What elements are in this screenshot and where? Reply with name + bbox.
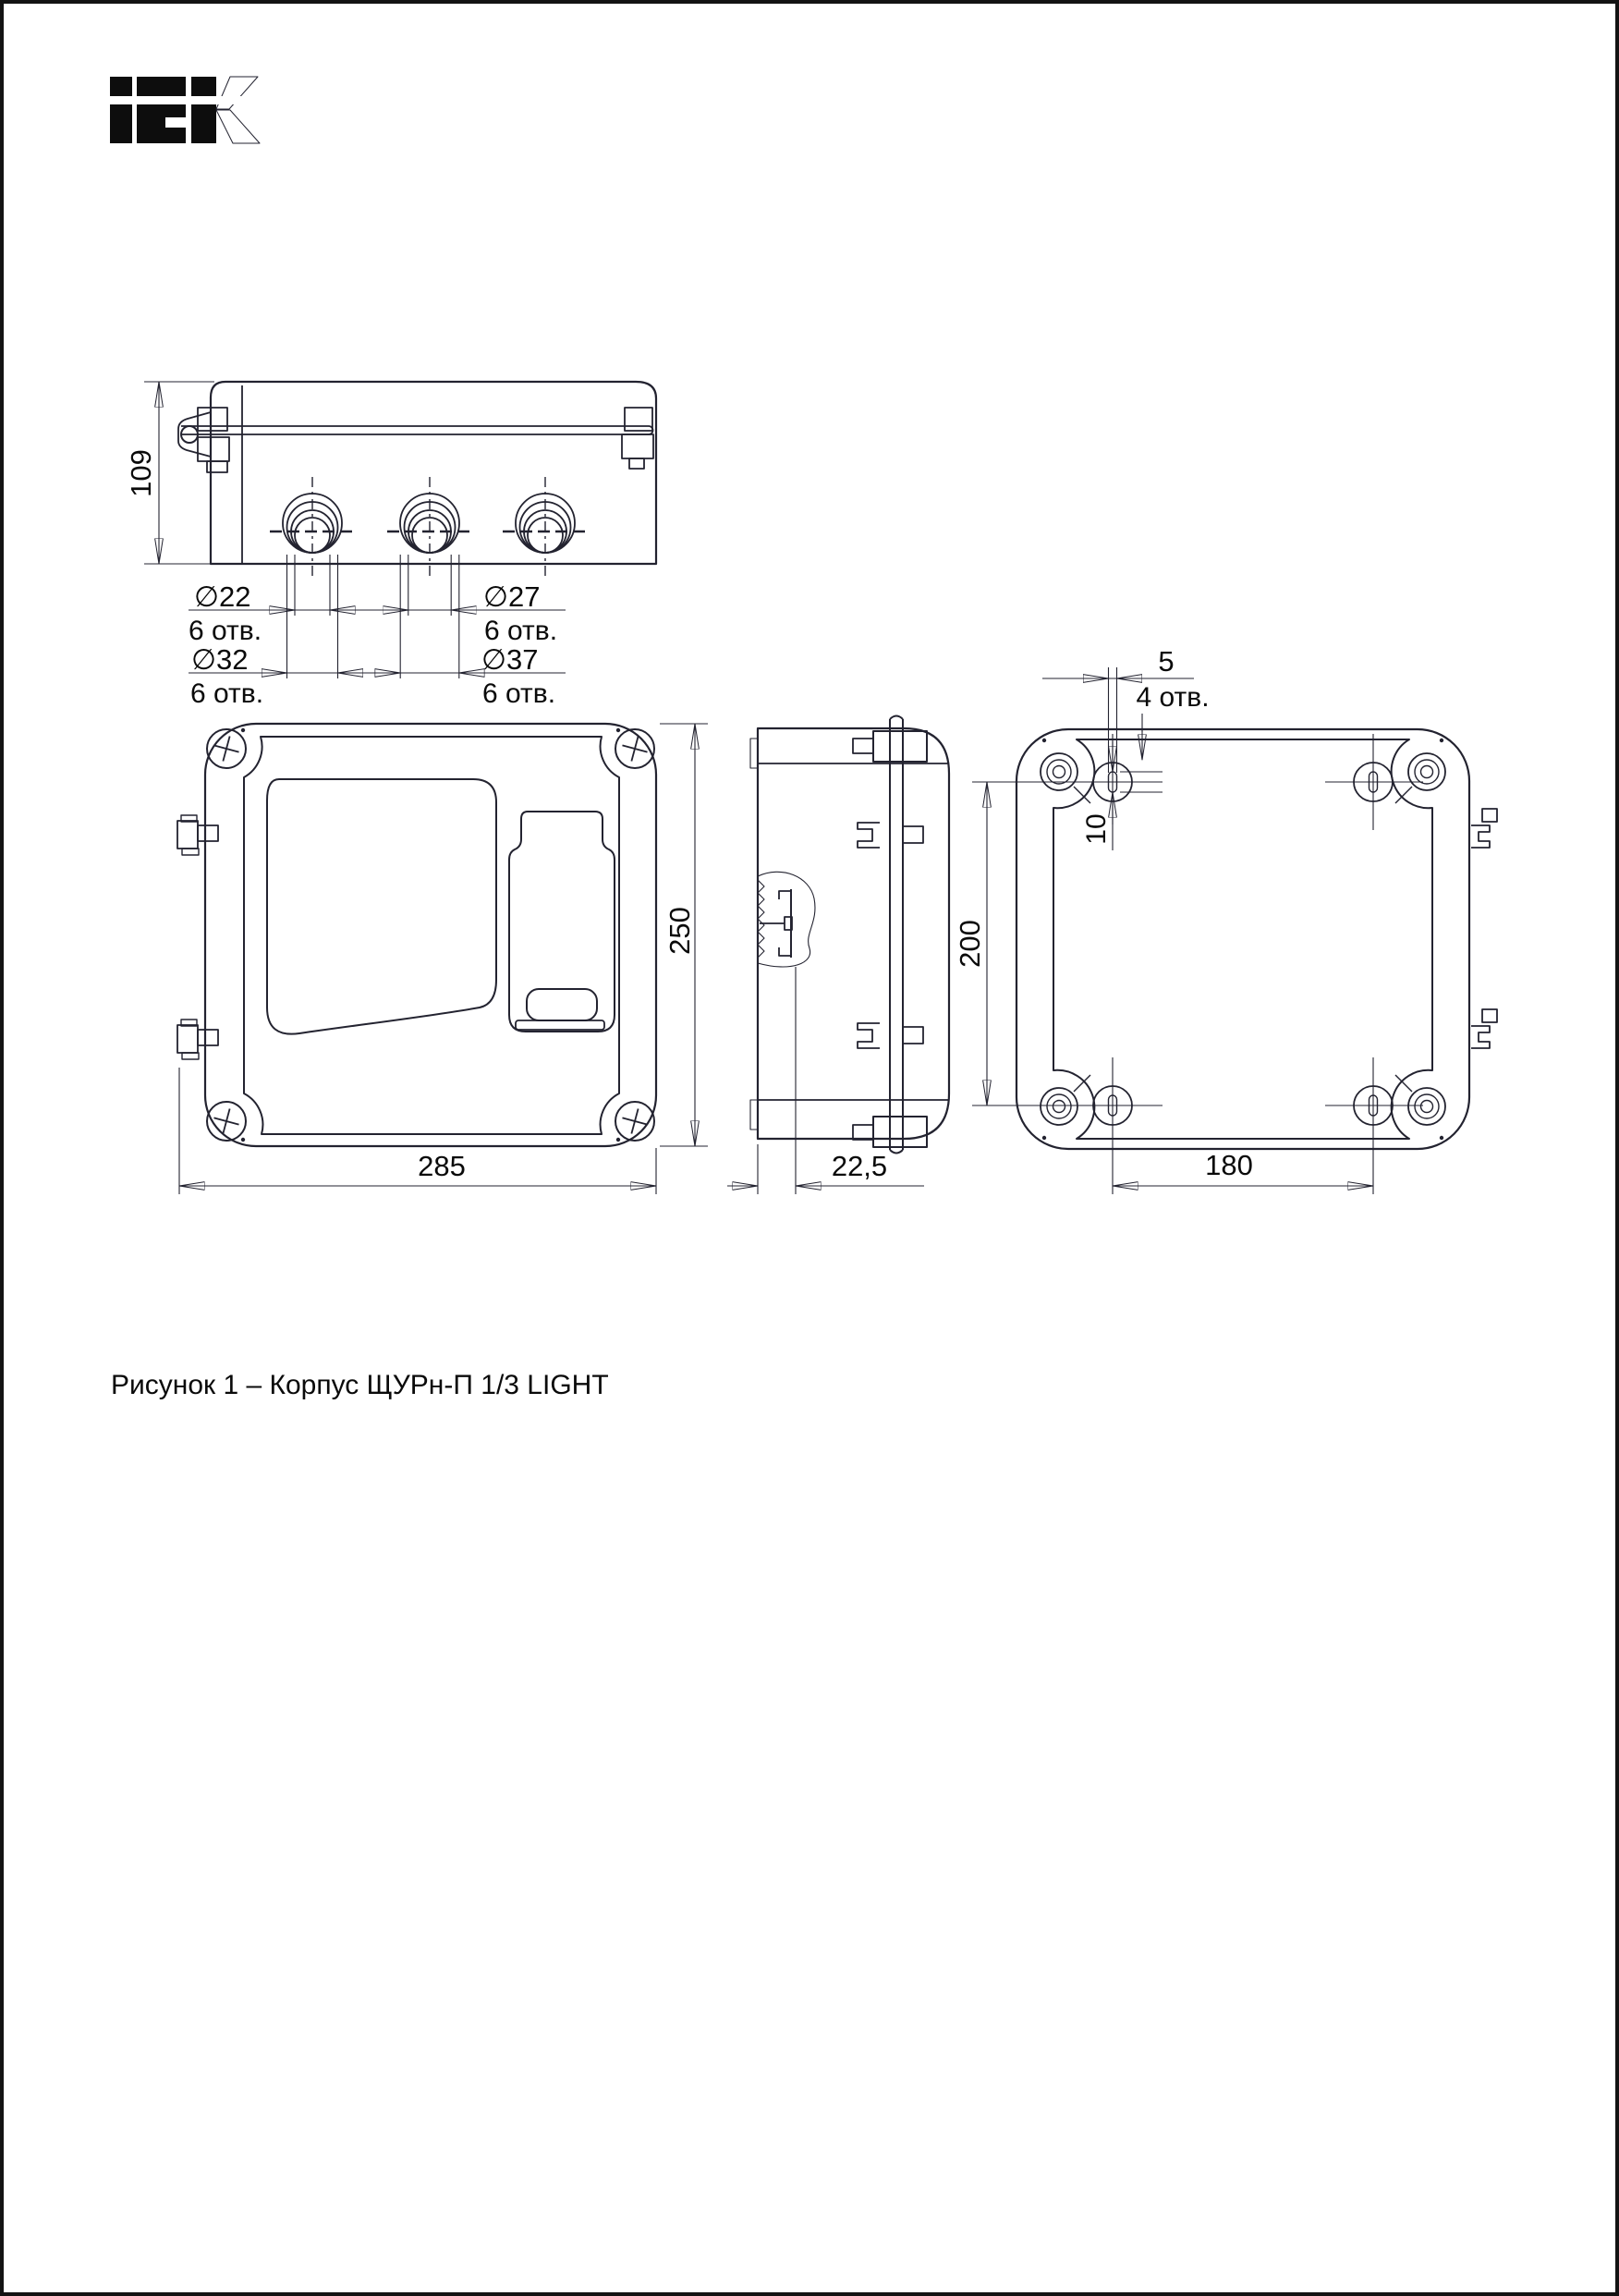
knockout-group-1: [270, 477, 355, 577]
back-view: [954, 645, 1497, 1194]
top-view: [125, 382, 656, 709]
dim-label-holes-count: 4 отв.: [1136, 682, 1210, 713]
hinge-clip-back-upper: [1471, 809, 1497, 848]
dim-depth-109: [125, 382, 214, 564]
dim-label-d32-count: 6 отв.: [190, 678, 264, 709]
din-rail-section: [758, 872, 815, 967]
dim-mount-vertical-200: [954, 782, 987, 1105]
side-view-outline: [758, 728, 949, 1139]
hinge-clip-back-lower: [1471, 1009, 1497, 1048]
knockout-group-3: [503, 477, 588, 577]
back-view-outline: [1016, 729, 1469, 1149]
breaker-window-cover: [509, 812, 615, 1032]
dim-label-height: 250: [663, 907, 696, 955]
dim-label-d27: ∅27: [483, 580, 541, 613]
dim-label-depth: 109: [125, 449, 157, 497]
hole-centerlines: [972, 734, 1423, 1194]
hinge-rod: [890, 716, 903, 1154]
dim-width-285: [179, 1068, 656, 1194]
front-view-outline: [205, 724, 656, 1146]
dim-label-d27-count: 6 отв.: [484, 616, 558, 646]
back-panel-outline: [1053, 739, 1432, 1139]
dim-label-d22: ∅22: [194, 580, 251, 613]
corner-screw-icon: [207, 728, 654, 1142]
dim-label-width: 285: [418, 1150, 466, 1182]
top-view-outline: [211, 382, 656, 564]
door-outline: [244, 737, 619, 1134]
figure-caption: Рисунок 1 – Корпус ЩУРн-П 1/3 LIGHT: [111, 1370, 609, 1400]
iek-logo-icon: [103, 77, 266, 143]
dim-label-slot-width: 5: [1158, 645, 1175, 678]
dim-label-mount-horizontal: 180: [1205, 1149, 1253, 1181]
dim-height-250: [660, 724, 708, 1146]
mounting-hole-icon: [1093, 763, 1393, 1125]
side-view: [727, 716, 949, 1195]
latch-top-view: [622, 408, 653, 469]
dim-mount-horizontal-180: [1113, 1149, 1373, 1186]
dim-label-din-offset: 22,5: [831, 1150, 888, 1182]
dim-label-slot-length: 10: [1081, 813, 1112, 845]
holes-count-callout: [1136, 682, 1209, 760]
meter-window: [267, 779, 496, 1034]
dim-slot-length-10: [1081, 741, 1163, 845]
dim-label-d22-count: 6 отв.: [189, 616, 262, 646]
hinge-front-upper: [177, 815, 218, 855]
hinge-front-lower: [177, 1020, 218, 1059]
front-view: [177, 724, 708, 1194]
dim-label-d37-count: 6 отв.: [482, 678, 556, 709]
dim-label-d37: ∅37: [481, 643, 539, 676]
hinge-top-view: [178, 408, 229, 472]
dim-label-d32: ∅32: [191, 643, 249, 676]
dim-label-mount-vertical: 200: [954, 920, 986, 968]
